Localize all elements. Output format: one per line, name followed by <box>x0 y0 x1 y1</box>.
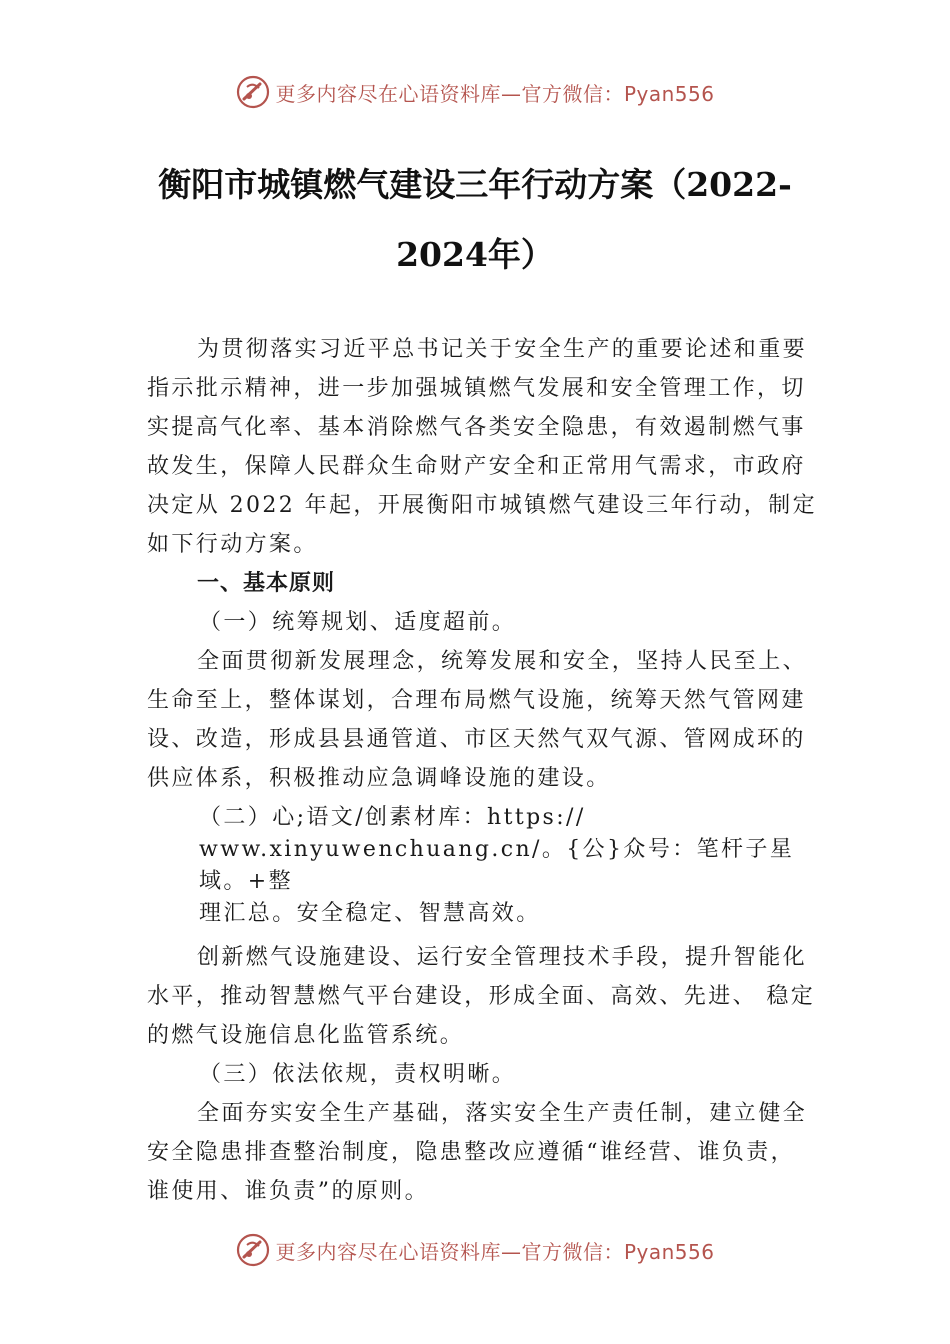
subsection-heading-2-line-3: 理汇总。安全稳定、智慧高效。 <box>199 901 541 926</box>
subsection-heading-3: （三）依法依规，责权明晰。 <box>199 1062 517 1087</box>
logo-icon <box>235 74 271 110</box>
intro-paragraph: 为贯彻落实习近平总书记关于安全生产的重要论述和重要指示批示精神，进一步加强城镇燃气发展和安全管理工作，切实提高气化率、基本消除燃气各类安全隐患，有效遏制燃气事故发生，保障人民群众生命财产安全和正常用气需求，市政府决定从 2022 年起，开展衡阳市城镇燃气建设三年行动，制定如下行动方案。 <box>147 337 817 557</box>
header-banner <box>0 70 950 114</box>
document-title <box>60 150 890 290</box>
subsection-heading-2-line-2: www.xinyuwenchuang.cn/。{公}众号：笔杆子星域。+整 <box>199 837 795 894</box>
subsection-heading-1: （一）统筹规划、适度超前。 <box>199 610 517 635</box>
document-body <box>147 330 819 1211</box>
subsection-body-2: 创新燃气设施建设、运行安全管理技术手段，提升智能化水平，推动智慧燃气平台建设，形成全面、高效、先进、 稳定的燃气设施信息化监管系统。 <box>147 945 816 1048</box>
section-heading: 一、基本原则 <box>197 571 336 596</box>
subsection-body-1: 全面贯彻新发展理念，统筹发展和安全，坚持人民至上、生命至上，整体谋划，合理布局燃气设施，统筹天然气管网建设、改造，形成县县通管道、市区天然气双气源、管网成环的供应体系，积极推动应急调峰设施的建设。 <box>147 649 808 791</box>
banner-text: 更多内容尽在心语资料库—官方微信：Pyan556 <box>275 81 715 106</box>
title-line-2: 2024年） <box>396 235 554 274</box>
banner-text: 更多内容尽在心语资料库—官方微信：Pyan556 <box>275 1239 715 1264</box>
logo-icon <box>235 1232 271 1268</box>
footer-banner <box>0 1228 950 1272</box>
subsection-heading-2-line-1: （二）心;语文/创素材库：https:// <box>199 805 586 830</box>
subsection-body-3: 全面夯实安全生产基础，落实安全生产责任制，建立健全安全隐患排查整治制度，隐患整改应遵循“谁经营、谁负责，谁使用、谁负责”的原则。 <box>147 1101 808 1204</box>
subsection-heading-2 <box>147 802 819 930</box>
title-line-1: 衡阳市城镇燃气建设三年行动方案（2022- <box>158 165 792 204</box>
